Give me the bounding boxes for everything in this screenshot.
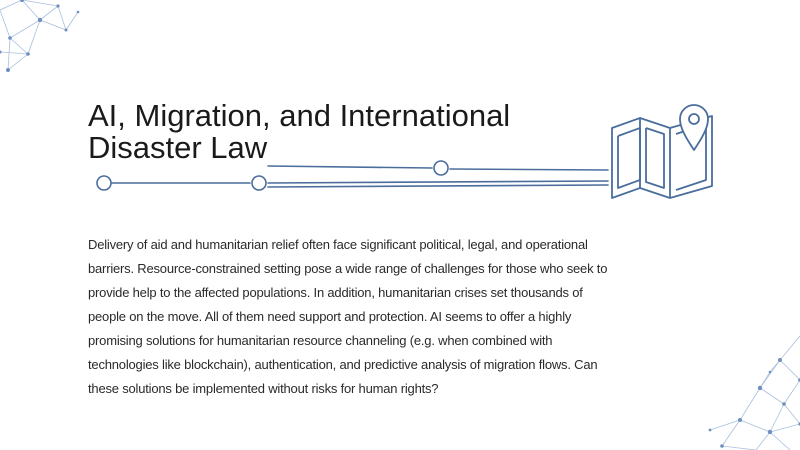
slide-title	[88, 100, 568, 164]
slide-body-text: Delivery of aid and humanitarian relief often face significant political, legal, and operational barriers. Resource-constrained setting pose a wide range of challenges for those who seek to provide help to the affected populations. In addition, humanitarian crises set thousands of people on the move. All of them need support and protection. AI seems to offer a highly promising solutions for humanitarian resource channeling (e.g. when combined with technologies like blockchain), authentication, and predictive analysis of migration flows. Can these solutions be implemented without risks for human rights?	[88, 237, 608, 396]
route-node-1	[97, 176, 111, 190]
route-node-2	[252, 176, 266, 190]
slide-title-line-1: AI, Migration, and International	[88, 98, 511, 133]
map-pin-icon	[680, 105, 708, 150]
slide-title-line-2: Disaster Law	[88, 130, 268, 165]
